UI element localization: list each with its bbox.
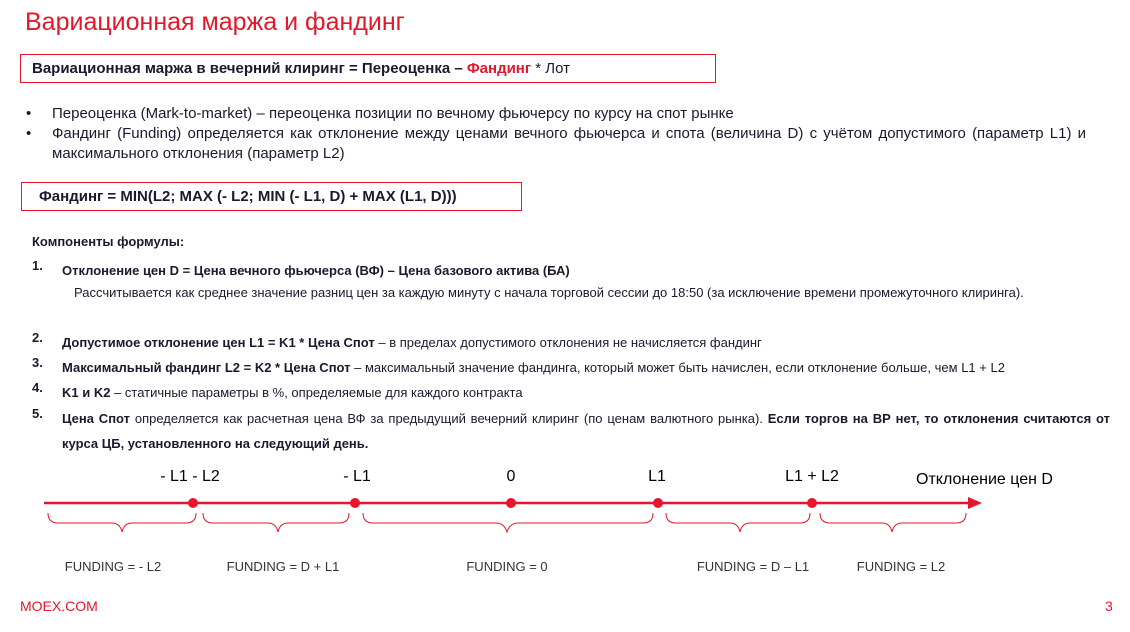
component-item-2	[32, 330, 1110, 355]
item-number: 4.	[32, 380, 43, 395]
tick-label: L1 + L2	[785, 468, 839, 485]
brace	[820, 513, 966, 532]
item-bold: Цена Спот	[62, 411, 131, 426]
axis-point	[350, 498, 360, 508]
component-item-3	[32, 355, 1110, 380]
formula-left: Вариационная маржа в вечерний клиринг = Переоценка –	[32, 60, 467, 77]
formula-components	[32, 234, 1112, 451]
item-text: – максимальный значение фандинга, который может быть начислен, если отклонение больше, чем L1 + L2	[350, 360, 1005, 375]
page-number: 3	[1105, 598, 1113, 614]
formula-highlight-funding: Фандинг	[466, 60, 532, 77]
funding-axis-diagram	[0, 455, 1130, 580]
item-number: 5.	[32, 406, 43, 421]
slide-title: Вариационная маржа и фандинг	[25, 8, 405, 36]
formula-right: * Лот	[531, 60, 571, 77]
item-text: – статичные параметры в %, определяемые для каждого контракта	[110, 385, 523, 400]
segment-braces	[48, 513, 966, 532]
tick-label: 0	[506, 468, 516, 485]
brace	[203, 513, 349, 532]
item-number: 1.	[32, 258, 43, 273]
bullet-marker: •	[26, 105, 32, 122]
bullet-item-markup	[26, 104, 1086, 124]
funding-label: FUNDING = D + L1	[226, 559, 340, 574]
axis-arrow-head	[968, 497, 982, 509]
brace	[363, 513, 653, 532]
item-bold-note: Если торгов на ВР нет, то отклонения считаются от курса ЦБ, установленного на следующий день.	[62, 411, 1110, 451]
definition-list	[26, 104, 1086, 164]
brace	[666, 513, 810, 532]
funding-formula: Фандинг = MIN(L2; MAX (- L2; MIN (- L1, D) + MAX (L1, D)))	[21, 182, 522, 211]
tick-label: - L1 - L2	[160, 468, 220, 485]
variation-margin-formula	[20, 54, 716, 83]
axis-point	[506, 498, 516, 508]
item-bold: Максимальный фандинг L2 = K2 * Цена Спот	[62, 360, 351, 375]
component-item-1-detail	[74, 280, 1110, 305]
item-bold: Отклонение цен D = Цена вечного фьючерса (ВФ) – Цена базового актива (БА)	[62, 263, 570, 278]
component-item-4	[32, 380, 1110, 405]
tick-label: - L1	[343, 468, 371, 485]
tick-label: L1	[648, 468, 666, 485]
brace	[48, 513, 196, 532]
components-heading: Компоненты формулы:	[32, 234, 185, 249]
funding-label: FUNDING = L2	[856, 559, 946, 574]
axis-point	[807, 498, 817, 508]
funding-label: FUNDING = - L2	[64, 559, 162, 574]
funding-label: FUNDING = 0	[466, 559, 548, 574]
bullet-item-funding	[26, 124, 1086, 164]
item-text: Рассчитывается как среднее значение разниц цен за каждую минуту с начала торговой сессии до 18:50 (за исключение времени промежуточного клиринга).	[74, 285, 1024, 300]
item-bold: K1 и K2	[62, 385, 111, 400]
item-text: – в пределах допустимого отклонения не начисляется фандинг	[374, 335, 762, 350]
bullet-marker: •	[26, 125, 32, 142]
axis-label: Отклонение цен D	[916, 471, 1053, 488]
funding-label: FUNDING = D – L1	[696, 559, 810, 574]
footer-brand: MOEX.COM	[20, 598, 98, 614]
item-text: определяется как расчетная цена ВФ за предыдущий вечерний клиринг (по ценам валютного рынка).	[130, 411, 768, 426]
item-number: 3.	[32, 355, 43, 370]
item-bold: Допустимое отклонение цен L1 = K1 * Цена Спот	[62, 335, 375, 350]
component-item-5	[32, 406, 1110, 456]
item-number: 2.	[32, 330, 43, 345]
axis-point	[653, 498, 663, 508]
bullet-text: Фандинг (Funding) определяется как отклонение между ценами вечного фьючерса и спота (величина D) с учётом допустимого (параметр L1) и максимального отклонения (параметр L2)	[52, 125, 1086, 162]
bullet-text: Переоценка (Mark-to-market) – переоценка позиции по вечному фьючерсу по курсу на спот рынке	[52, 105, 734, 122]
axis-point	[188, 498, 198, 508]
